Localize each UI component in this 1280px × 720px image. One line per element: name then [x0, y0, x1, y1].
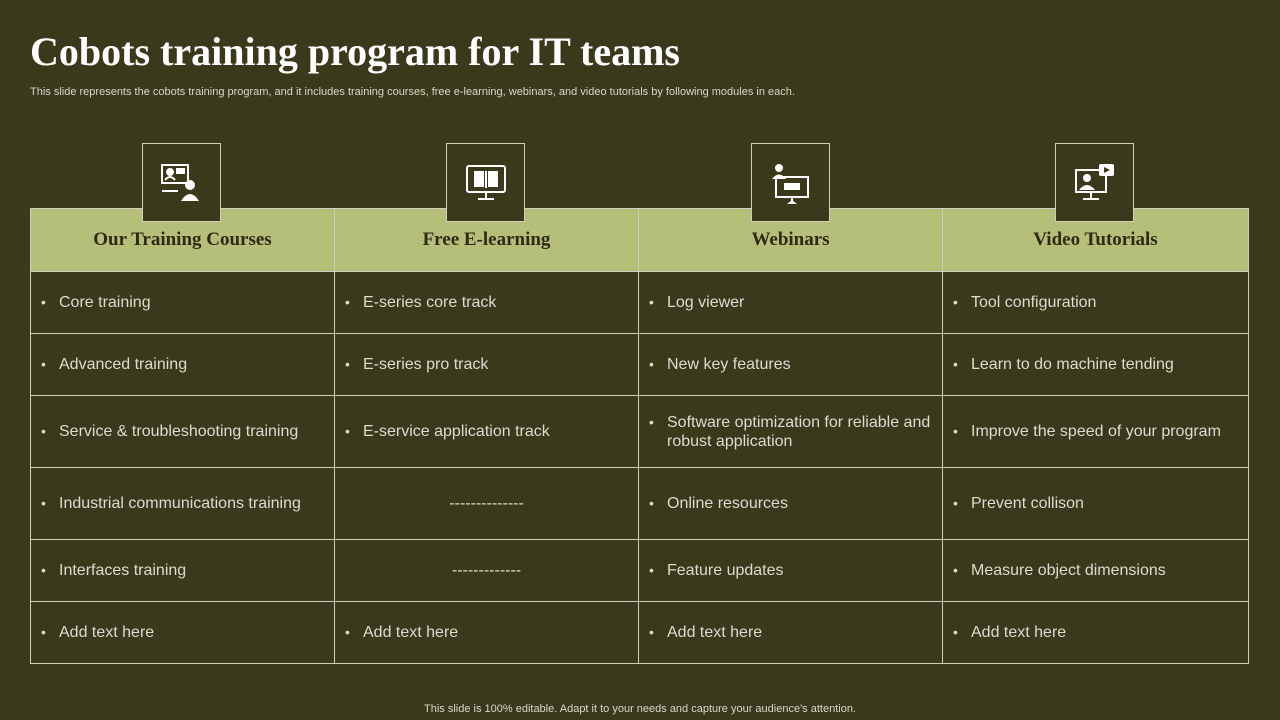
table-cell — [639, 396, 943, 468]
bullet: • — [41, 356, 46, 372]
table-cell — [639, 272, 943, 334]
column-header: Video Tutorials — [943, 209, 1249, 272]
table-cell — [31, 540, 335, 602]
table-cell — [31, 602, 335, 664]
training-table — [30, 208, 1249, 664]
table-row — [31, 602, 1249, 664]
bullet: • — [649, 624, 654, 640]
table-cell — [335, 334, 639, 396]
footer-note: This slide is 100% editable. Adapt it to your needs and capture your audience's attention. — [424, 703, 856, 715]
table-cell — [943, 334, 1249, 396]
video-tutorial-icon — [1055, 143, 1134, 222]
table-cell — [943, 540, 1249, 602]
bullet: • — [41, 624, 46, 640]
bullet: • — [41, 495, 46, 511]
cell-text: E-series pro track — [363, 356, 489, 373]
cell-text: Advanced training — [59, 356, 188, 373]
table-cell — [943, 272, 1249, 334]
bullet: • — [345, 624, 350, 640]
page-subtitle: This slide represents the cobots training program, and it includes training courses, free e-learning, webinars, and video tutorials by following modules in each. — [30, 86, 795, 98]
bullet: • — [649, 413, 654, 430]
table-cell — [335, 396, 639, 468]
cell-text: E-series core track — [363, 294, 497, 311]
bullet: • — [953, 624, 958, 640]
bullet: • — [649, 356, 654, 372]
table-row — [31, 468, 1249, 540]
cell-text: Core training — [59, 294, 151, 311]
bullet: • — [41, 423, 46, 439]
online-book-icon — [446, 143, 525, 222]
bullet: • — [345, 294, 350, 310]
cell-text: Add text here — [667, 624, 763, 641]
bullet: • — [41, 562, 46, 578]
cell-text: Software optimization for reliable and robust application — [667, 413, 931, 450]
cell-text: Online resources — [667, 495, 788, 512]
table-cell — [943, 468, 1249, 540]
cell-text: Add text here — [971, 624, 1067, 641]
table-row — [31, 396, 1249, 468]
table-cell — [639, 468, 943, 540]
table-row — [31, 272, 1249, 334]
table-row — [31, 334, 1249, 396]
table-cell — [639, 334, 943, 396]
video-conference-icon — [142, 143, 221, 222]
table-cell — [31, 334, 335, 396]
table-cell — [639, 602, 943, 664]
cell-text: Add text here — [59, 624, 155, 641]
bullet: • — [953, 562, 958, 578]
cell-text: Industrial communications training — [59, 495, 301, 512]
table-cell: -------------- — [335, 468, 639, 540]
bullet: • — [345, 423, 350, 439]
cell-text: Log viewer — [667, 294, 745, 311]
cell-text: E-service application track — [363, 423, 550, 440]
table-cell: ------------- — [335, 540, 639, 602]
table-cell — [335, 272, 639, 334]
column-header: Our Training Courses — [31, 209, 335, 272]
cell-text: Measure object dimensions — [971, 562, 1166, 579]
bullet: • — [649, 294, 654, 310]
table-cell — [943, 396, 1249, 468]
bullet: • — [649, 562, 654, 578]
bullet: • — [649, 495, 654, 511]
webinar-presenter-icon — [751, 143, 830, 222]
cell-text: Tool configuration — [971, 294, 1097, 311]
cell-text: Feature updates — [667, 562, 784, 579]
table-cell — [31, 396, 335, 468]
bullet: • — [953, 423, 958, 439]
bullet: • — [41, 294, 46, 310]
page-title: Cobots training program for IT teams — [30, 29, 680, 74]
column-header: Free E-learning — [335, 209, 639, 272]
table-row — [31, 540, 1249, 602]
table-cell — [31, 468, 335, 540]
cell-text: New key features — [667, 356, 791, 373]
table-cell — [31, 272, 335, 334]
cell-text: Learn to do machine tending — [971, 356, 1174, 373]
cell-text: Improve the speed of your program — [971, 423, 1221, 440]
table-cell — [335, 602, 639, 664]
table-cell — [943, 602, 1249, 664]
bullet: • — [953, 495, 958, 511]
cell-text: Service & troubleshooting training — [59, 423, 299, 440]
bullet: • — [345, 356, 350, 372]
cell-text: Interfaces training — [59, 562, 187, 579]
bullet: • — [953, 294, 958, 310]
cell-text: Add text here — [363, 624, 459, 641]
bullet: • — [953, 356, 958, 372]
cell-text: Prevent collison — [971, 495, 1084, 512]
column-header: Webinars — [639, 209, 943, 272]
table-cell — [639, 540, 943, 602]
